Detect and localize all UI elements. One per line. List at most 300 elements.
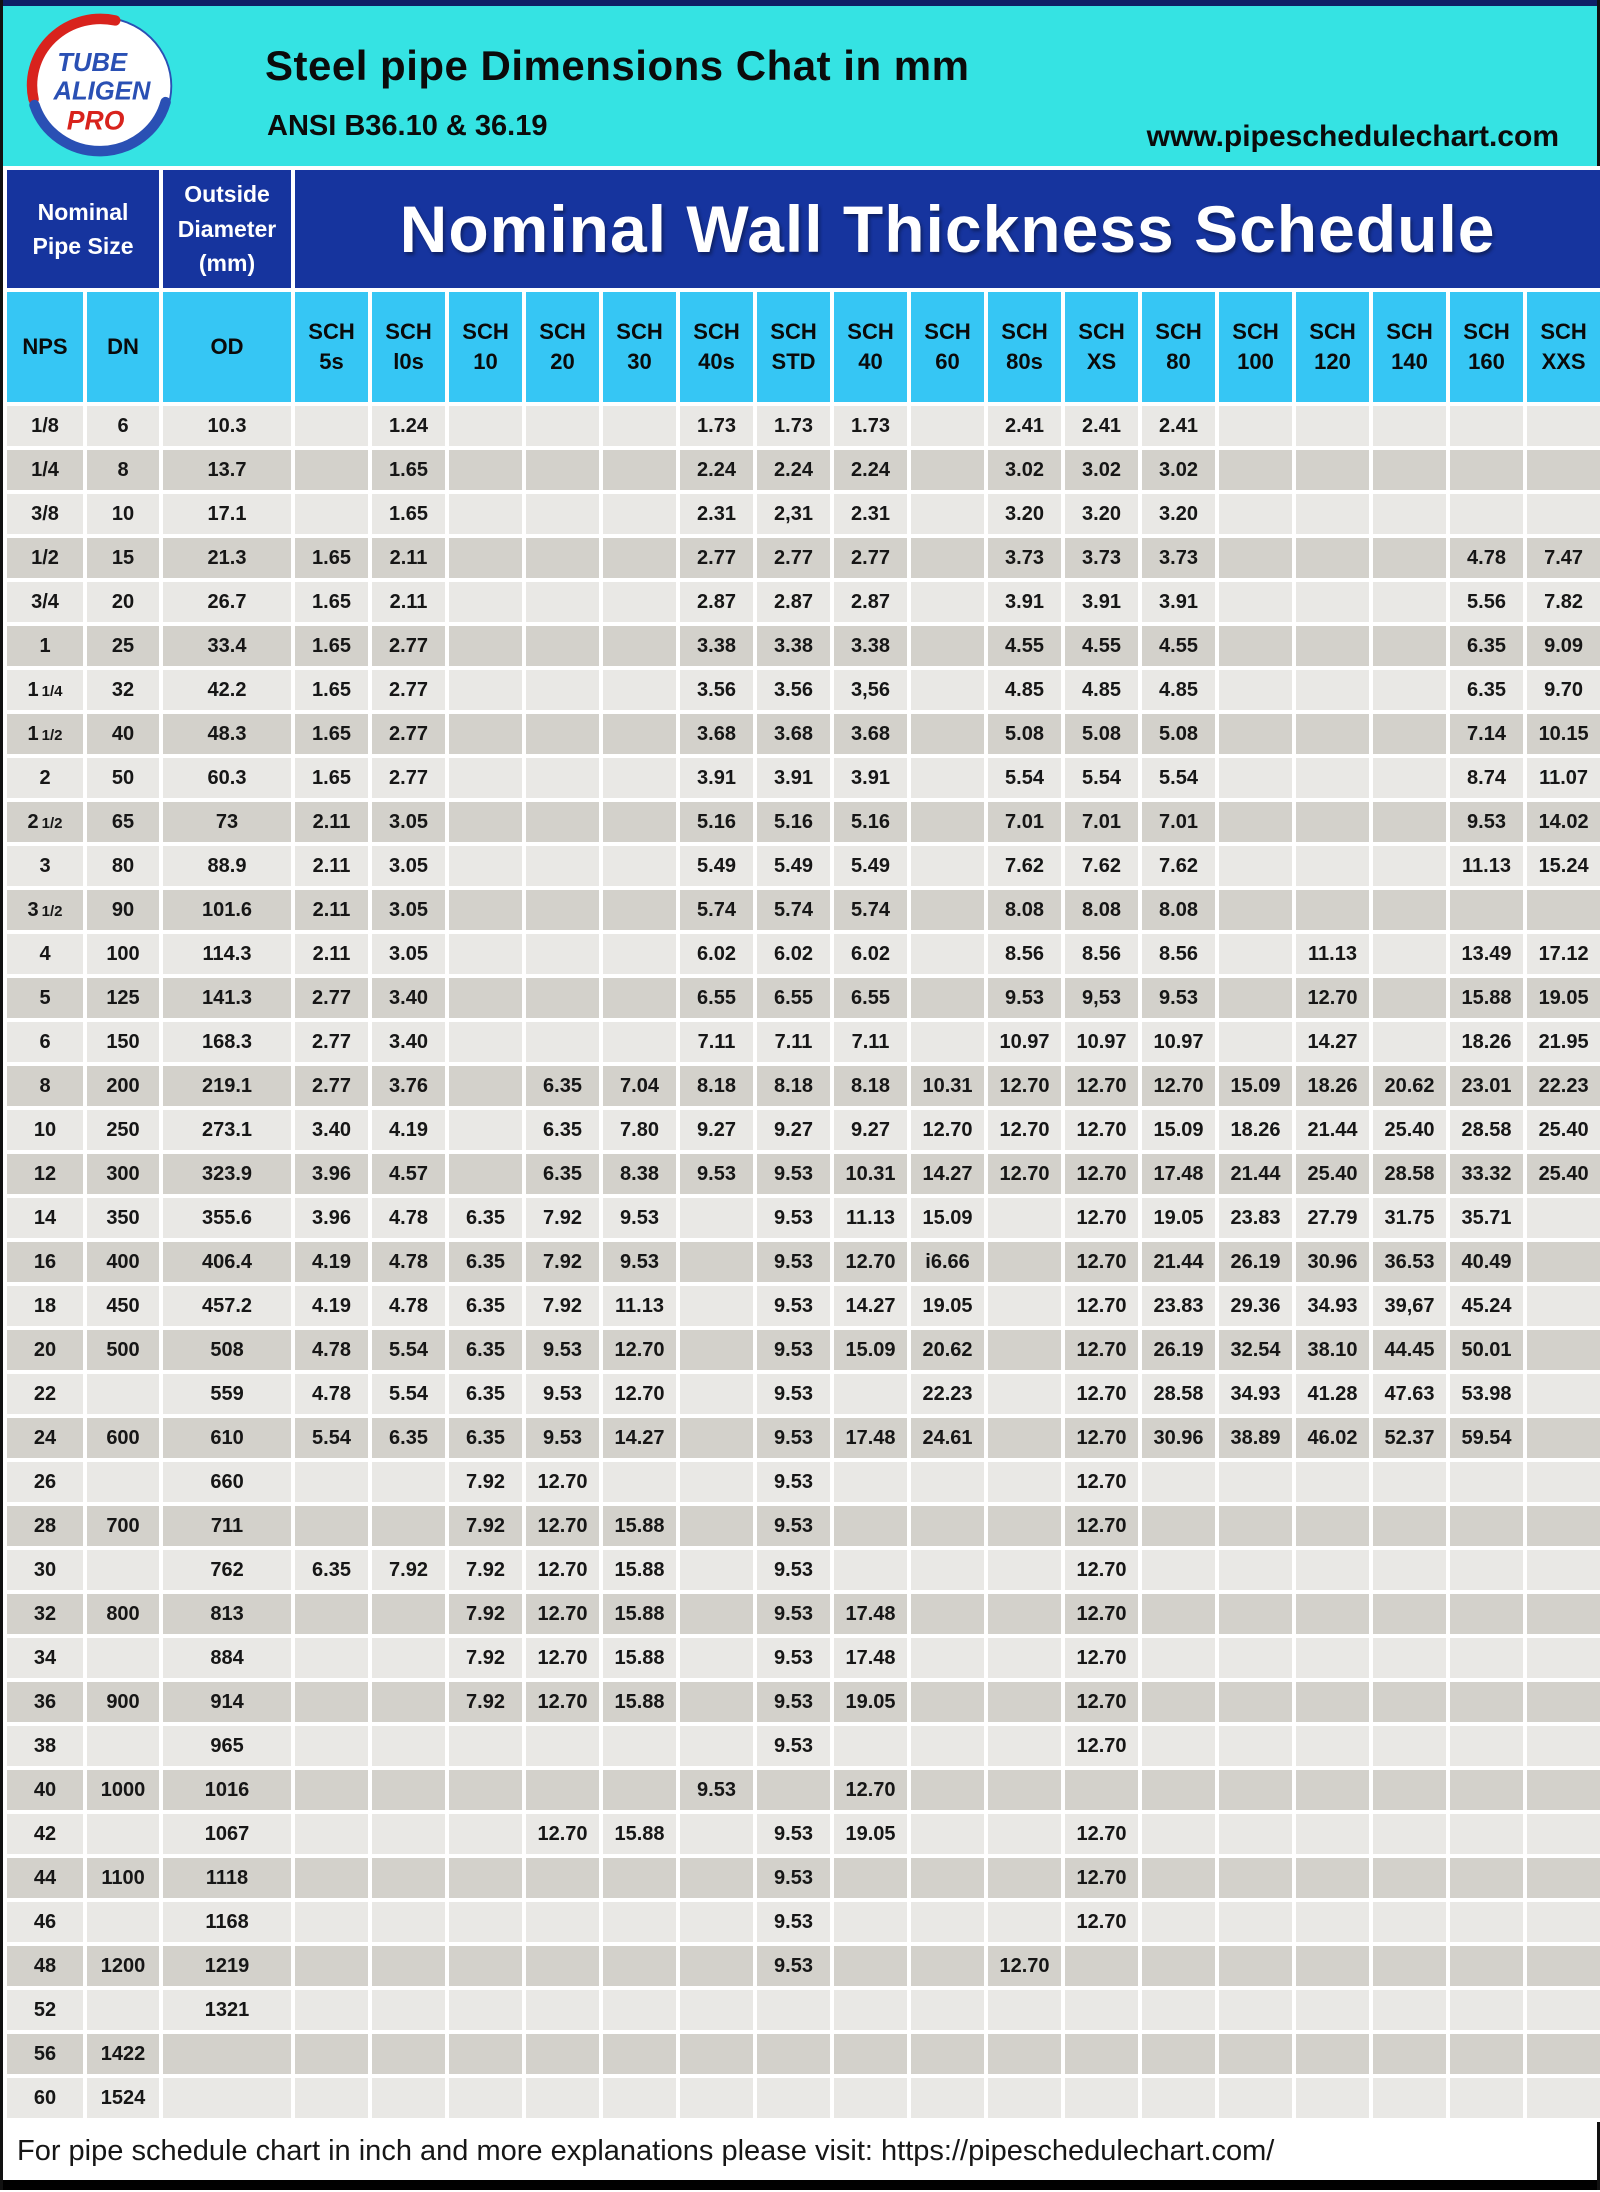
sch-160-cell	[1450, 2034, 1523, 2074]
sch-l0s-cell	[372, 1594, 445, 1634]
sch-100-cell	[1219, 890, 1292, 930]
sch-5s-cell	[295, 1726, 368, 1766]
sch-STD-cell	[757, 1990, 830, 2030]
sch-XS-cell: 12.70	[1065, 1374, 1138, 1414]
sch-20-cell	[526, 1902, 599, 1942]
sch-10-cell	[449, 1902, 522, 1942]
sch-10-cell: 6.35	[449, 1286, 522, 1326]
table-row	[7, 450, 1600, 490]
od-cell: 711	[163, 1506, 291, 1546]
nps-cell: 44	[7, 1858, 83, 1898]
sch-XXS-cell	[1527, 2034, 1600, 2074]
sch-l0s-cell: 1.65	[372, 450, 445, 490]
sch-40s-cell	[680, 1726, 753, 1766]
sch-80-cell: 15.09	[1142, 1110, 1215, 1150]
sch-160-cell: 11.13	[1450, 846, 1523, 886]
tube-aligen-pro-logo	[25, 10, 177, 166]
sch-80s-cell	[988, 1726, 1061, 1766]
sch-40-cell: 9.27	[834, 1110, 907, 1150]
sch-80s-cell	[988, 1814, 1061, 1854]
sch-80s-cell: 12.70	[988, 1066, 1061, 1106]
od-cell: 323.9	[163, 1154, 291, 1194]
sch-40s-cell	[680, 1902, 753, 1942]
dn-cell	[87, 1726, 159, 1766]
sch-60-cell: 10.31	[911, 1066, 984, 1106]
nps-cell: 5	[7, 978, 83, 1018]
sch-10-cell	[449, 1110, 522, 1150]
sch-100-cell	[1219, 1682, 1292, 1722]
sch-80-cell: 23.83	[1142, 1286, 1215, 1326]
col-header-sch-40s: SCH 40s	[680, 292, 753, 402]
sch-140-cell: 39,67	[1373, 1286, 1446, 1326]
sch-XS-cell: 3.73	[1065, 538, 1138, 578]
nps-cell: 48	[7, 1946, 83, 1986]
sch-l0s-cell: 1.65	[372, 494, 445, 534]
sch-80s-cell	[988, 1902, 1061, 1942]
sch-160-cell	[1450, 1550, 1523, 1590]
pipe-schedule-table	[3, 166, 1600, 2122]
sch-160-cell: 9.53	[1450, 802, 1523, 842]
sch-5s-cell: 3.96	[295, 1198, 368, 1238]
sch-100-cell	[1219, 1638, 1292, 1678]
sch-120-cell	[1296, 846, 1369, 886]
sch-140-cell	[1373, 846, 1446, 886]
sch-120-cell	[1296, 1814, 1369, 1854]
sch-160-cell: 53.98	[1450, 1374, 1523, 1414]
sch-100-cell	[1219, 450, 1292, 490]
sch-20-cell	[526, 758, 599, 798]
dn-cell: 1100	[87, 1858, 159, 1898]
sch-XS-cell: 12.70	[1065, 1858, 1138, 1898]
sch-5s-cell: 2.77	[295, 978, 368, 1018]
sch-40s-cell	[680, 1418, 753, 1458]
sch-STD-cell: 8.18	[757, 1066, 830, 1106]
nps-cell: 2	[7, 758, 83, 798]
sch-20-cell: 12.70	[526, 1638, 599, 1678]
sch-40-cell: 5.16	[834, 802, 907, 842]
dn-cell	[87, 1814, 159, 1854]
sch-60-cell	[911, 758, 984, 798]
sch-60-cell	[911, 1506, 984, 1546]
sch-120-cell: 41.28	[1296, 1374, 1369, 1414]
dn-cell: 15	[87, 538, 159, 578]
sch-80s-cell: 9.53	[988, 978, 1061, 1018]
table-row	[7, 1242, 1600, 1282]
sch-XXS-cell	[1527, 406, 1600, 446]
sch-80s-cell	[988, 1506, 1061, 1546]
sch-80-cell	[1142, 1902, 1215, 1942]
sch-30-cell: 7.80	[603, 1110, 676, 1150]
sch-40-cell	[834, 1374, 907, 1414]
od-cell: 101.6	[163, 890, 291, 930]
sch-STD-cell: 1.73	[757, 406, 830, 446]
sch-5s-cell: 2.77	[295, 1022, 368, 1062]
table-row	[7, 1858, 1600, 1898]
footer-note[interactable]: For pipe schedule chart in inch and more explanations please visit: https://pipeschedulechart.com/	[17, 2134, 1275, 2167]
sch-XXS-cell	[1527, 1330, 1600, 1370]
sch-STD-cell: 9.27	[757, 1110, 830, 1150]
sch-10-cell	[449, 1066, 522, 1106]
od-cell: 813	[163, 1594, 291, 1634]
sch-20-cell	[526, 1726, 599, 1766]
table-row	[7, 1330, 1600, 1370]
sch-5s-cell: 1.65	[295, 670, 368, 710]
sch-XXS-cell	[1527, 1594, 1600, 1634]
sch-120-cell	[1296, 1858, 1369, 1898]
sch-80-cell: 3.02	[1142, 450, 1215, 490]
sch-XXS-cell	[1527, 450, 1600, 490]
sch-80s-cell	[988, 1682, 1061, 1722]
sch-5s-cell	[295, 406, 368, 446]
nps-cell: 40	[7, 1770, 83, 1810]
nps-cell: 42	[7, 1814, 83, 1854]
sch-l0s-cell	[372, 1902, 445, 1942]
sch-XS-cell: 10.97	[1065, 1022, 1138, 1062]
sch-5s-cell	[295, 1506, 368, 1546]
sch-100-cell	[1219, 846, 1292, 886]
sch-160-cell: 6.35	[1450, 670, 1523, 710]
sch-30-cell	[603, 450, 676, 490]
sch-120-cell	[1296, 626, 1369, 666]
sch-160-cell	[1450, 1506, 1523, 1546]
od-cell: 914	[163, 1682, 291, 1722]
sch-40s-cell	[680, 1946, 753, 1986]
sch-40-cell: 2.87	[834, 582, 907, 622]
sch-140-cell	[1373, 582, 1446, 622]
sch-STD-cell: 2.87	[757, 582, 830, 622]
sch-5s-cell	[295, 2078, 368, 2118]
sch-80-cell: 10.97	[1142, 1022, 1215, 1062]
sch-20-cell: 12.70	[526, 1462, 599, 1502]
nps-cell: 4	[7, 934, 83, 974]
dn-cell: 450	[87, 1286, 159, 1326]
sch-40s-cell	[680, 1330, 753, 1370]
sch-120-cell	[1296, 670, 1369, 710]
sch-5s-cell: 2.77	[295, 1066, 368, 1106]
od-cell: 1118	[163, 1858, 291, 1898]
sch-20-cell: 9.53	[526, 1418, 599, 1458]
sch-60-cell	[911, 1022, 984, 1062]
sch-STD-cell	[757, 1770, 830, 1810]
sch-10-cell	[449, 2078, 522, 2118]
table-row	[7, 1462, 1600, 1502]
sch-80-cell: 17.48	[1142, 1154, 1215, 1194]
table-row	[7, 1726, 1600, 1766]
table-row	[7, 1066, 1600, 1106]
sch-XS-cell	[1065, 1990, 1138, 2030]
sch-30-cell	[603, 1946, 676, 1986]
sch-XXS-cell: 9.09	[1527, 626, 1600, 666]
sch-l0s-cell: 3.05	[372, 934, 445, 974]
sch-120-cell	[1296, 1550, 1369, 1590]
sch-20-cell	[526, 802, 599, 842]
sch-140-cell	[1373, 626, 1446, 666]
od-cell	[163, 2078, 291, 2118]
sch-10-cell	[449, 890, 522, 930]
sch-XS-cell: 3.91	[1065, 582, 1138, 622]
sch-160-cell	[1450, 1682, 1523, 1722]
sch-20-cell: 12.70	[526, 1506, 599, 1546]
sch-20-cell: 9.53	[526, 1374, 599, 1414]
sch-10-cell	[449, 1946, 522, 1986]
nps-cell: 1 1/4	[7, 670, 83, 710]
sch-140-cell	[1373, 2034, 1446, 2074]
dn-cell: 300	[87, 1154, 159, 1194]
sch-STD-cell: 5.49	[757, 846, 830, 886]
sch-l0s-cell: 3.05	[372, 802, 445, 842]
logo-oval-icon	[25, 10, 177, 162]
sch-40s-cell	[680, 1682, 753, 1722]
sch-80-cell	[1142, 2078, 1215, 2118]
sch-STD-cell: 9.53	[757, 1462, 830, 1502]
sch-100-cell: 21.44	[1219, 1154, 1292, 1194]
sch-30-cell	[603, 1858, 676, 1898]
sch-100-cell	[1219, 1990, 1292, 2030]
svg-text:PRO: PRO	[66, 105, 125, 136]
sch-STD-cell: 9.53	[757, 1902, 830, 1942]
od-cell: 1067	[163, 1814, 291, 1854]
sch-40s-cell	[680, 1550, 753, 1590]
sch-80-cell: 12.70	[1142, 1066, 1215, 1106]
sch-140-cell: 47.63	[1373, 1374, 1446, 1414]
sch-140-cell	[1373, 450, 1446, 490]
sch-STD-cell: 3.68	[757, 714, 830, 754]
sch-120-cell	[1296, 1990, 1369, 2030]
sch-10-cell	[449, 1990, 522, 2030]
sch-120-cell	[1296, 1902, 1369, 1942]
sch-120-cell	[1296, 1506, 1369, 1546]
sch-20-cell: 7.92	[526, 1286, 599, 1326]
nps-cell: 60	[7, 2078, 83, 2118]
sch-40-cell	[834, 2034, 907, 2074]
sch-10-cell	[449, 1022, 522, 1062]
sch-20-cell	[526, 714, 599, 754]
sch-80-cell: 5.54	[1142, 758, 1215, 798]
sch-10-cell	[449, 406, 522, 446]
sch-80s-cell: 3.91	[988, 582, 1061, 622]
sch-40-cell: 2.31	[834, 494, 907, 534]
col-header-sch-30: SCH 30	[603, 292, 676, 402]
sch-40-cell: 19.05	[834, 1814, 907, 1854]
sch-100-cell: 15.09	[1219, 1066, 1292, 1106]
nps-cell: 1/2	[7, 538, 83, 578]
sch-60-cell	[911, 1946, 984, 1986]
sch-40-cell: 17.48	[834, 1594, 907, 1634]
sch-140-cell	[1373, 670, 1446, 710]
sch-STD-cell	[757, 2034, 830, 2074]
sch-100-cell	[1219, 582, 1292, 622]
table-row	[7, 1198, 1600, 1238]
sch-120-cell: 12.70	[1296, 978, 1369, 1018]
nps-cell: 6	[7, 1022, 83, 1062]
sch-80-cell: 21.44	[1142, 1242, 1215, 1282]
nps-cell: 20	[7, 1330, 83, 1370]
sch-100-cell: 34.93	[1219, 1374, 1292, 1414]
column-header-row	[7, 292, 1600, 402]
sch-XXS-cell	[1527, 1946, 1600, 1986]
sch-140-cell	[1373, 1946, 1446, 1986]
sch-140-cell	[1373, 802, 1446, 842]
dn-cell: 600	[87, 1418, 159, 1458]
sch-10-cell: 7.92	[449, 1594, 522, 1634]
sch-120-cell: 34.93	[1296, 1286, 1369, 1326]
sch-80-cell	[1142, 1594, 1215, 1634]
sch-40s-cell	[680, 1198, 753, 1238]
footer	[3, 2122, 1597, 2180]
sch-20-cell: 12.70	[526, 1594, 599, 1634]
sch-XS-cell: 12.70	[1065, 1726, 1138, 1766]
sch-40s-cell: 5.49	[680, 846, 753, 886]
sch-10-cell	[449, 670, 522, 710]
dn-cell: 6	[87, 406, 159, 446]
sch-60-cell: 19.05	[911, 1286, 984, 1326]
sch-80-cell: 26.19	[1142, 1330, 1215, 1370]
sch-100-cell	[1219, 1594, 1292, 1634]
sch-l0s-cell: 2.77	[372, 714, 445, 754]
sch-STD-cell: 9.53	[757, 1594, 830, 1634]
od-cell: 559	[163, 1374, 291, 1414]
sch-l0s-cell: 3.05	[372, 846, 445, 886]
sch-l0s-cell	[372, 1946, 445, 1986]
table-row	[7, 1022, 1600, 1062]
sch-60-cell	[911, 802, 984, 842]
sch-XXS-cell: 7.47	[1527, 538, 1600, 578]
sch-XXS-cell	[1527, 2078, 1600, 2118]
sch-30-cell	[603, 1990, 676, 2030]
sch-5s-cell	[295, 1858, 368, 1898]
website-url[interactable]: www.pipeschedulechart.com	[1146, 120, 1559, 153]
sch-80-cell	[1142, 1770, 1215, 1810]
sch-60-cell	[911, 2034, 984, 2074]
table-row	[7, 890, 1600, 930]
sch-40-cell: 2.77	[834, 538, 907, 578]
sch-STD-cell: 6.55	[757, 978, 830, 1018]
sch-120-cell	[1296, 1682, 1369, 1722]
sch-60-cell	[911, 978, 984, 1018]
sch-40-cell: 10.31	[834, 1154, 907, 1194]
sch-40s-cell: 3.91	[680, 758, 753, 798]
sch-20-cell: 6.35	[526, 1110, 599, 1150]
sch-100-cell	[1219, 538, 1292, 578]
sch-100-cell	[1219, 494, 1292, 534]
sch-STD-cell: 5.74	[757, 890, 830, 930]
sch-XS-cell: 12.70	[1065, 1506, 1138, 1546]
sch-STD-cell: 5.16	[757, 802, 830, 842]
sch-10-cell: 7.92	[449, 1638, 522, 1678]
sch-80-cell	[1142, 1726, 1215, 1766]
sch-40s-cell	[680, 2034, 753, 2074]
sch-80s-cell: 4.55	[988, 626, 1061, 666]
sch-30-cell	[603, 890, 676, 930]
sch-l0s-cell	[372, 1770, 445, 1810]
nps-cell: 2 1/2	[7, 802, 83, 842]
sch-l0s-cell: 3.40	[372, 978, 445, 1018]
sch-XXS-cell	[1527, 494, 1600, 534]
sch-80-cell	[1142, 1550, 1215, 1590]
sch-60-cell	[911, 2078, 984, 2118]
sch-80-cell: 19.05	[1142, 1198, 1215, 1238]
table-row	[7, 714, 1600, 754]
sch-20-cell	[526, 670, 599, 710]
sch-40-cell	[834, 1946, 907, 1986]
sch-5s-cell	[295, 1990, 368, 2030]
sch-60-cell	[911, 714, 984, 754]
nps-cell: 18	[7, 1286, 83, 1326]
sch-140-cell	[1373, 2078, 1446, 2118]
sch-10-cell	[449, 450, 522, 490]
table-row	[7, 978, 1600, 1018]
sch-l0s-cell: 4.19	[372, 1110, 445, 1150]
sch-30-cell: 8.38	[603, 1154, 676, 1194]
col-header-sch-l0s: SCH l0s	[372, 292, 445, 402]
sch-140-cell	[1373, 406, 1446, 446]
sch-20-cell	[526, 406, 599, 446]
schedule-title-header: Nominal Wall Thickness Schedule	[295, 170, 1600, 288]
od-cell: 508	[163, 1330, 291, 1370]
col-header-sch-80: SCH 80	[1142, 292, 1215, 402]
sch-STD-cell: 9.53	[757, 1154, 830, 1194]
od-cell: 17.1	[163, 494, 291, 534]
sch-STD-cell: 9.53	[757, 1374, 830, 1414]
sch-120-cell	[1296, 450, 1369, 490]
sch-160-cell: 7.14	[1450, 714, 1523, 754]
sch-160-cell: 18.26	[1450, 1022, 1523, 1062]
sch-40s-cell	[680, 1242, 753, 1282]
sch-10-cell: 6.35	[449, 1374, 522, 1414]
sch-XS-cell: 12.70	[1065, 1110, 1138, 1150]
sch-10-cell	[449, 538, 522, 578]
sch-30-cell	[603, 846, 676, 886]
sch-80s-cell: 12.70	[988, 1946, 1061, 1986]
sch-XXS-cell	[1527, 1198, 1600, 1238]
sch-20-cell	[526, 1022, 599, 1062]
sch-140-cell	[1373, 714, 1446, 754]
nps-cell: 10	[7, 1110, 83, 1150]
sch-30-cell: 7.04	[603, 1066, 676, 1106]
od-cell: 60.3	[163, 758, 291, 798]
sch-60-cell	[911, 538, 984, 578]
od-cell: 10.3	[163, 406, 291, 446]
sch-40-cell	[834, 1462, 907, 1502]
sch-60-cell	[911, 406, 984, 446]
sch-160-cell: 15.88	[1450, 978, 1523, 1018]
sch-100-cell	[1219, 1902, 1292, 1942]
sch-5s-cell	[295, 1638, 368, 1678]
sch-40s-cell	[680, 1858, 753, 1898]
sch-60-cell: 14.27	[911, 1154, 984, 1194]
sch-60-cell	[911, 846, 984, 886]
sch-l0s-cell: 4.78	[372, 1286, 445, 1326]
sch-5s-cell	[295, 1682, 368, 1722]
sch-XS-cell: 12.70	[1065, 1242, 1138, 1282]
sch-40s-cell	[680, 1506, 753, 1546]
sch-160-cell	[1450, 1990, 1523, 2030]
sch-100-cell: 38.89	[1219, 1418, 1292, 1458]
ansi-standard-subtitle: ANSI B36.10 & 36.19	[267, 110, 548, 142]
od-cell: 1219	[163, 1946, 291, 1986]
sch-140-cell	[1373, 1506, 1446, 1546]
sch-40s-cell	[680, 1638, 753, 1678]
sch-10-cell: 6.35	[449, 1198, 522, 1238]
sch-30-cell	[603, 1770, 676, 1810]
sch-80-cell	[1142, 1682, 1215, 1722]
sch-l0s-cell: 2.11	[372, 582, 445, 622]
sch-XS-cell: 12.70	[1065, 1462, 1138, 1502]
sch-80s-cell	[988, 1638, 1061, 1678]
sch-40-cell: 2.24	[834, 450, 907, 490]
sch-5s-cell	[295, 450, 368, 490]
sch-40s-cell: 6.55	[680, 978, 753, 1018]
